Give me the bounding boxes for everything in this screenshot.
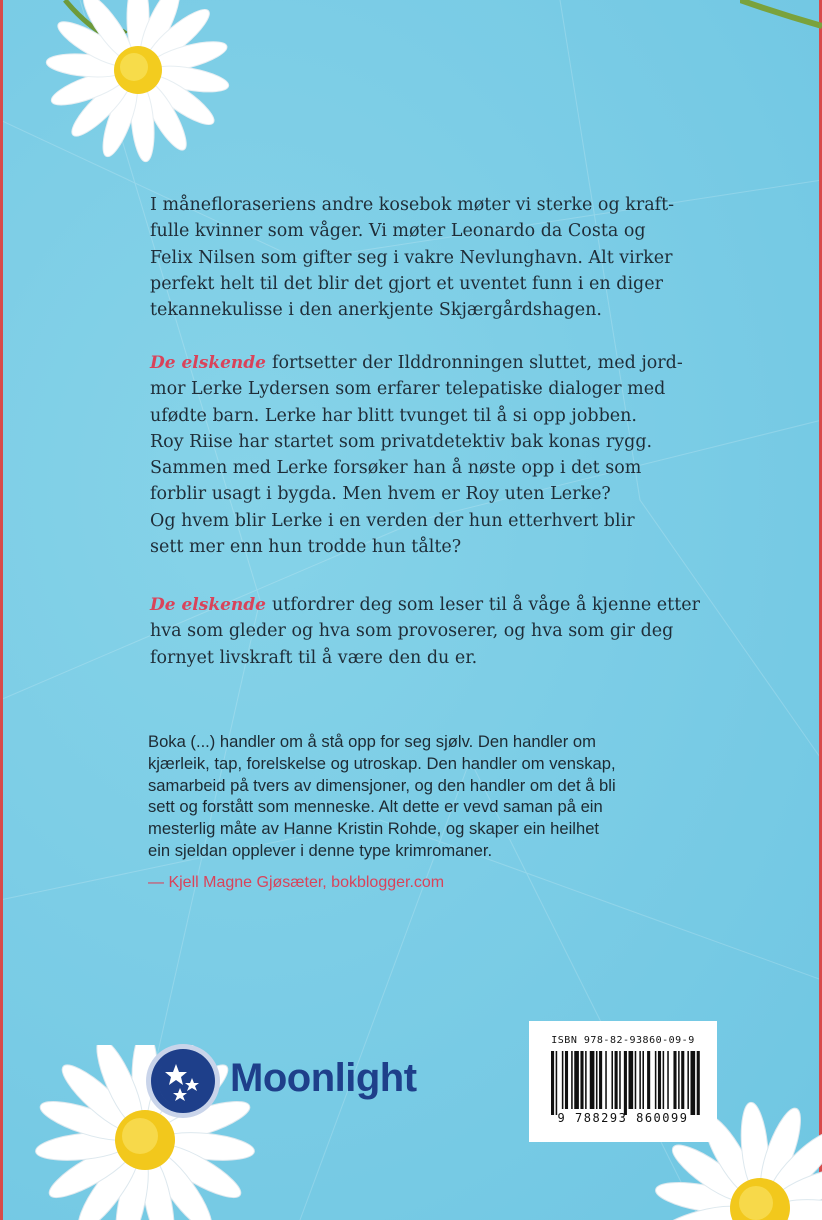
text-line: perfekt helt til det blir det gjort et uventet funn i en diger — [150, 273, 663, 294]
daisy-top-left — [20, 0, 240, 190]
ean-group2: 860099 — [636, 1111, 689, 1125]
barcode-bar — [624, 1051, 627, 1115]
barcode-bar — [663, 1051, 665, 1109]
barcode-bar — [596, 1051, 598, 1109]
text-line: ufødte barn. Lerke har blitt tvunget til å si opp jobben. — [150, 405, 637, 426]
quote-line: ein sjeldan opplever i denne type krimromaner. — [148, 840, 493, 860]
quote-line: sett og forstått som menneske. Alt dette er vevd saman på ein — [148, 797, 603, 817]
text-line: Roy Riise har startet som privatdetektiv bak konas rygg. — [150, 431, 653, 452]
barcode-bar — [697, 1051, 700, 1115]
barcode-bar — [580, 1051, 583, 1109]
barcode-bar — [551, 1051, 554, 1115]
text-line: forblir usagt i bygda. Men hvem er Roy uten Lerke? — [150, 484, 611, 505]
intro-paragraph — [150, 192, 720, 323]
barcode-bar — [678, 1051, 680, 1109]
quote-line: mesterlig måte av Hanne Kristin Rohde, og skaper ein heilhet — [148, 819, 600, 839]
text-line: fornyet livskraft til å være den du er. — [150, 647, 478, 668]
text-fragment: utfordrer deg som leser til å våge å kjenne etter — [271, 595, 700, 615]
closing-paragraph — [150, 592, 720, 671]
book-title-script: De elskende — [150, 353, 266, 373]
isbn-label: ISBN 978-82-93860-09-9 — [551, 1035, 695, 1046]
barcode-bar — [642, 1051, 644, 1109]
barcode-bar — [556, 1051, 558, 1115]
publisher-name: Moonlight — [230, 1056, 417, 1100]
barcode-bar — [611, 1051, 613, 1109]
review-quote — [148, 731, 708, 862]
text-line: Felix Nilsen som gifter seg i vakre Nevlunghavn. Alt virker — [150, 247, 673, 268]
quote-line: Boka (...) handler om å stå opp for seg sjølv. Den handler om — [148, 732, 596, 751]
barcode-bar — [619, 1051, 621, 1109]
text-line: fulle kvinner som våger. Vi møter Leonardo da Costa og — [150, 221, 646, 242]
barcode-bar — [681, 1051, 684, 1109]
text-line: hva som gleder og hva som provoserer, og hva som gir deg — [150, 621, 674, 642]
barcode-bar — [615, 1051, 618, 1109]
barcode-bar — [658, 1051, 661, 1109]
text-line — [150, 592, 720, 618]
barcode-bar — [574, 1051, 579, 1109]
text-line — [150, 350, 720, 376]
barcode-bar — [667, 1051, 669, 1109]
barcode-bar — [562, 1051, 564, 1109]
barcode-bar — [655, 1051, 657, 1109]
ean-digits — [529, 1111, 717, 1125]
barcode-bar — [635, 1051, 637, 1109]
isbn-barcode — [529, 1021, 717, 1142]
publisher-logo — [144, 1042, 424, 1122]
barcode-bar — [571, 1051, 573, 1109]
moon-stars-icon — [144, 1042, 222, 1120]
barcode-bar — [639, 1051, 641, 1109]
stem-top-right — [740, 0, 822, 40]
quote-line: samarbeid på tvers av dimensjoner, og den handler om det å bli — [148, 775, 616, 795]
synopsis-paragraph — [150, 350, 720, 560]
barcode-bar — [687, 1051, 689, 1109]
barcode-bar — [647, 1051, 650, 1109]
text-line: Og hvem blir Lerke i en verden der hun etterhvert blir — [150, 510, 635, 531]
barcode-bar — [599, 1051, 602, 1109]
left-edge — [0, 0, 3, 1220]
quote-attribution: — Kjell Magne Gjøsæter, bokblogger.com — [148, 874, 445, 891]
text-line: tekannekulisse i den anerkjente Skjærgårdshagen. — [150, 300, 602, 321]
barcode-bar — [565, 1051, 568, 1109]
text-line: sett mer enn hun trodde hun tålte? — [150, 537, 462, 558]
barcode-bar — [673, 1051, 676, 1109]
text-fragment: fortsetter der Ilddronningen sluttet, med jord- — [271, 353, 683, 373]
ean-group1: 788293 — [575, 1111, 628, 1125]
barcode-bar — [691, 1051, 696, 1115]
text-line: I månefloraseriens andre kosebok møter vi sterke og kraft- — [150, 195, 675, 215]
book-title-script: De elskende — [150, 595, 266, 615]
text-line: mor Lerke Lydersen som erfarer telepatiske dialoger med — [150, 379, 666, 400]
barcode-bar — [590, 1051, 595, 1109]
barcode-bar — [585, 1051, 587, 1109]
text-line: Sammen med Lerke forsøker han å nøste opp i det som — [150, 458, 642, 479]
barcode-bar — [629, 1051, 634, 1109]
ean-first-digit: 9 — [557, 1111, 567, 1125]
barcode-bar — [605, 1051, 607, 1109]
quote-line: kjærleik, tap, forelskelse og utroskap. Den handler om venskap, — [148, 753, 616, 773]
